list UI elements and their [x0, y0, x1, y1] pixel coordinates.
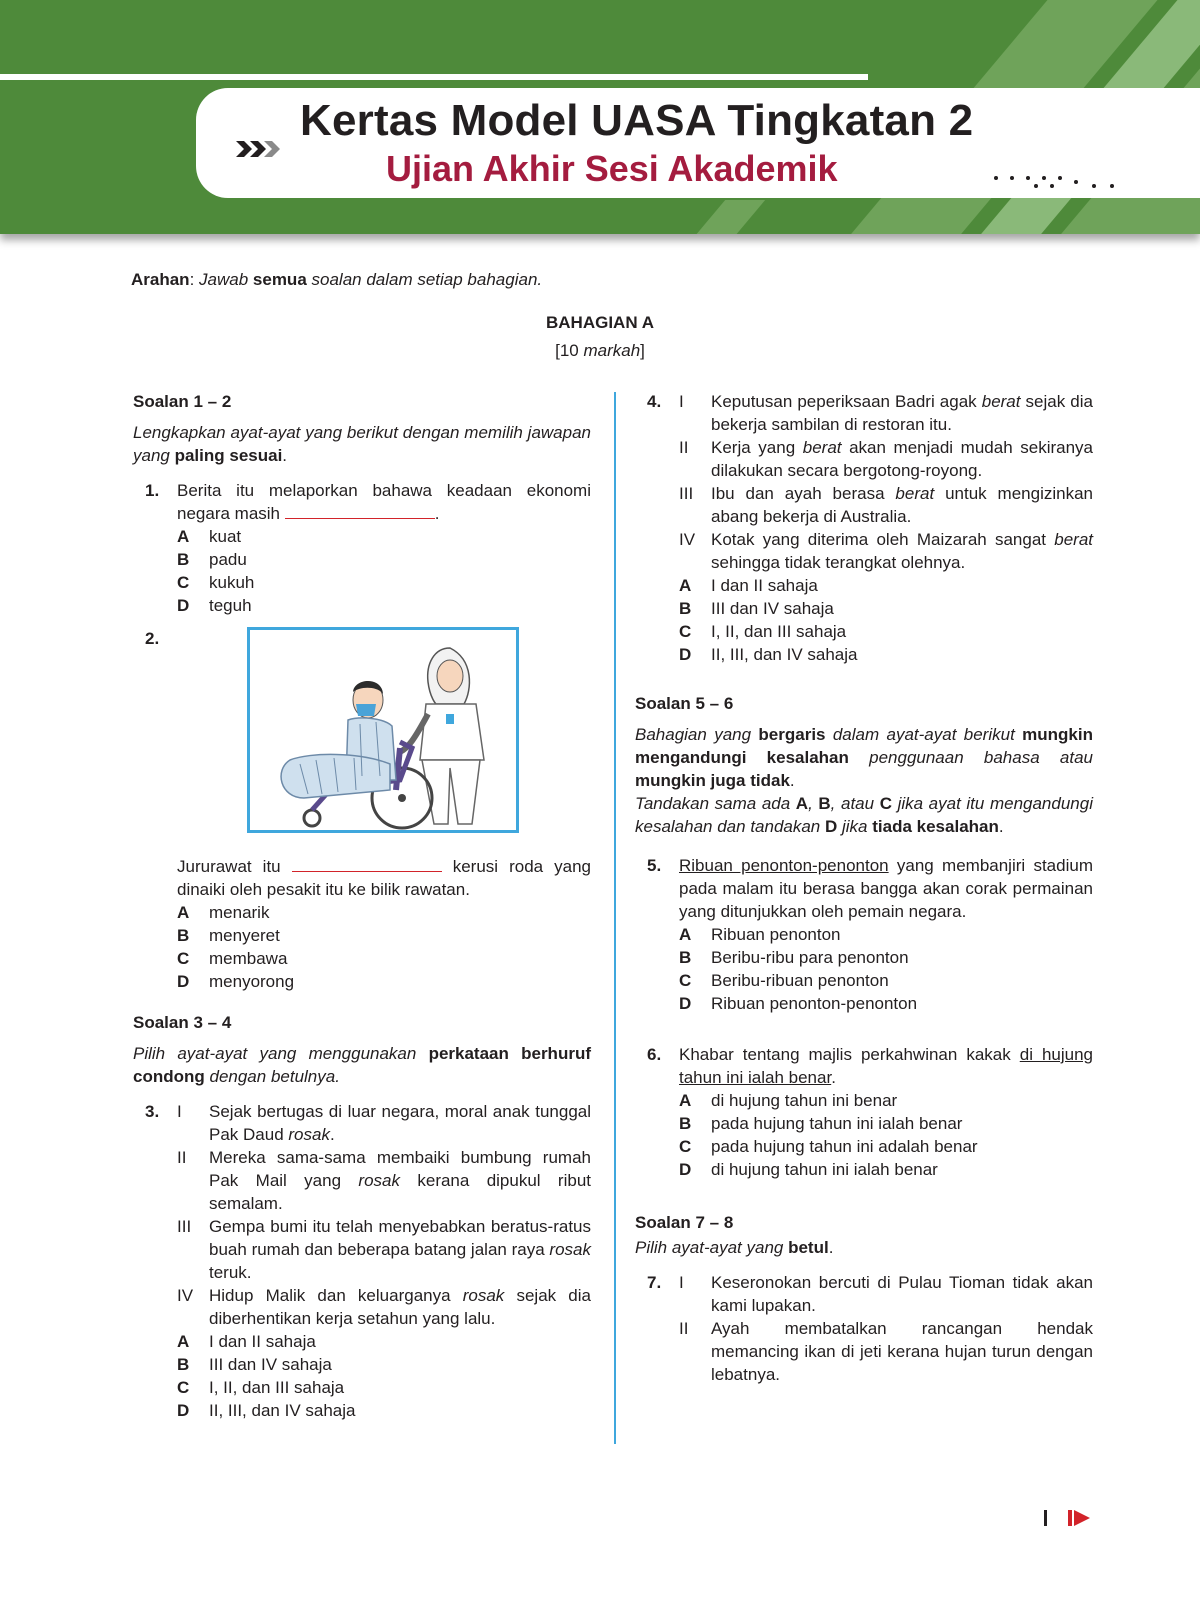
- column-divider: [614, 392, 616, 1444]
- section-marks: [10 markah]: [555, 341, 645, 360]
- group-instruction: Pilih ayat-ayat yang betul.: [635, 1238, 834, 1257]
- option[interactable]: D II, III, dan IV sahaja: [177, 1401, 356, 1420]
- dots-ornament-icon: [990, 170, 1130, 192]
- question-3: [133, 1100, 591, 1422]
- question-4: [635, 390, 1093, 666]
- question-number: 3.: [145, 1102, 160, 1121]
- option[interactable]: D II, III, dan IV sahaja: [679, 645, 858, 664]
- group-instruction: Pilih ayat-ayat yang menggunakan perkataan berhuruf condong dengan betulnya.: [133, 1044, 591, 1086]
- answer-blank: [292, 857, 442, 872]
- group-instruction: Tandakan sama ada A, B, atau C jika ayat itu mengandungi kesalahan dan tandakan D jika tiada kesalahan.: [635, 794, 1093, 836]
- group-instruction: Lengkapkan ayat-ayat yang berikut dengan memilih jawapan yang paling sesuai.: [133, 423, 591, 465]
- question-6: [635, 1043, 1093, 1181]
- question-stem: Ribuan penonton-penonton yang membanjiri stadium pada malam itu berasa bangga akan corak permainan yang ditunjukkan oleh pemain negara.: [679, 856, 1093, 921]
- option[interactable]: A I dan II sahaja: [177, 1332, 316, 1351]
- option[interactable]: A kuat: [177, 527, 242, 546]
- header-banner: [0, 0, 1200, 234]
- option[interactable]: B pada hujung tahun ini ialah benar: [679, 1114, 963, 1133]
- instructions: Arahan: Jawab semua soalan dalam setiap bahagian.: [131, 270, 543, 289]
- option[interactable]: C I, II, dan III sahaja: [679, 622, 847, 641]
- group-title: Soalan 1 – 2: [133, 392, 232, 411]
- statement: I Keseronokan bercuti di Pulau Tioman tidak akan kami lupakan.: [679, 1273, 1093, 1315]
- question-number: 1.: [145, 481, 160, 500]
- question-stem: Berita itu melaporkan bahawa keadaan ekonomi negara masih .: [177, 481, 591, 523]
- answer-blank: [285, 504, 435, 519]
- page-title: Kertas Model UASA Tingkatan 2: [300, 96, 974, 145]
- statement: IV Hidup Malik dan keluarganya rosak sejak dia diberhentikan kerja setahun yang lalu.: [177, 1286, 591, 1328]
- option[interactable]: A menarik: [177, 903, 270, 922]
- statement: II Ayah membatalkan rancangan hendak memancing ikan di jeti kerana hujan turun dengan lebatnya.: [679, 1319, 1093, 1384]
- statement: II Kerja yang berat akan menjadi mudah sekiranya dilakukan secara bergotong-royong.: [679, 438, 1094, 480]
- option[interactable]: C pada hujung tahun ini adalah benar: [679, 1137, 978, 1156]
- option[interactable]: C Beribu-ribuan penonton: [679, 971, 889, 990]
- statement: III Gempa bumi itu telah menyebabkan beratus-ratus buah rumah dan beberapa batang jalan raya rosak teruk.: [177, 1217, 591, 1282]
- question-7: [635, 1271, 1093, 1386]
- instructions-text: soalan dalam setiap bahagian.: [306, 270, 543, 289]
- instructions-emphasis: semua: [252, 270, 307, 289]
- question-number: 2.: [145, 629, 160, 648]
- option[interactable]: A di hujung tahun ini benar: [679, 1091, 898, 1110]
- question-stem: Khabar tentang majlis perkahwinan kakak di hujung tahun ini ialah benar.: [679, 1045, 1094, 1087]
- option[interactable]: B Beribu-ribu para penonton: [679, 948, 909, 967]
- option[interactable]: D teguh: [177, 596, 252, 615]
- instructions-label: Arahan: [131, 270, 190, 289]
- question-2: [133, 627, 591, 993]
- section-title: BAHAGIAN A: [546, 313, 654, 332]
- statement: I Keputusan peperiksaan Badri agak berat sejak dia bekerja sambilan di restoran itu.: [679, 392, 1093, 434]
- option[interactable]: C membawa: [177, 949, 288, 968]
- question-number: 4.: [647, 392, 662, 411]
- group-instruction: Bahagian yang bergaris dalam ayat-ayat berikut mungkin mengandungi kesalahan penggunaan bahasa atau mungkin juga tidak.: [635, 725, 1093, 790]
- option[interactable]: D Ribuan penonton-penonton: [679, 994, 918, 1013]
- nurse-wheelchair-illustration: [247, 627, 519, 833]
- group-title: Soalan 5 – 6: [635, 694, 734, 713]
- option[interactable]: A Ribuan penonton: [679, 925, 841, 944]
- statement: I Sejak bertugas di luar negara, moral anak tunggal Pak Daud rosak.: [177, 1102, 591, 1144]
- group-title: Soalan 7 – 8: [635, 1213, 734, 1232]
- option[interactable]: D menyorong: [177, 972, 295, 991]
- chevrons-icon: [236, 138, 284, 160]
- question-number: 7.: [647, 1273, 662, 1292]
- banner-rule: [0, 74, 868, 80]
- left-column: [133, 390, 591, 1432]
- question-number: 5.: [647, 856, 662, 875]
- option[interactable]: B menyeret: [177, 926, 280, 945]
- group-title: Soalan 3 – 4: [133, 1013, 232, 1032]
- option[interactable]: A I dan II sahaja: [679, 576, 818, 595]
- option[interactable]: B III dan IV sahaja: [679, 599, 834, 618]
- option[interactable]: B padu: [177, 550, 247, 569]
- option[interactable]: C I, II, dan III sahaja: [177, 1378, 345, 1397]
- statement: III Ibu dan ayah berasa berat untuk mengizinkan abang bekerja di Australia.: [679, 484, 1093, 526]
- question-5: [635, 854, 1093, 1015]
- question-stem: Jururawat itu kerusi roda yang dinaiki oleh pesakit itu ke bilik rawatan.: [177, 857, 592, 899]
- question-1: [133, 479, 591, 617]
- instructions-text: Jawab: [199, 270, 253, 289]
- right-column: [635, 390, 1093, 1396]
- option[interactable]: B III dan IV sahaja: [177, 1355, 332, 1374]
- page-marker-icon: [1044, 1508, 1092, 1528]
- page-subtitle: Ujian Akhir Sesi Akademik: [386, 148, 838, 189]
- option[interactable]: C kukuh: [177, 573, 255, 592]
- question-number: 6.: [647, 1045, 662, 1064]
- option[interactable]: D di hujung tahun ini ialah benar: [679, 1160, 938, 1179]
- statement: IV Kotak yang diterima oleh Maizarah sangat berat sehingga tidak terangkat olehnya.: [679, 530, 1093, 572]
- banner-stripe: [675, 200, 765, 234]
- statement: II Mereka sama-sama membaiki bumbung rumah Pak Mail yang rosak kerana dipukul ribut semalam.: [177, 1148, 592, 1213]
